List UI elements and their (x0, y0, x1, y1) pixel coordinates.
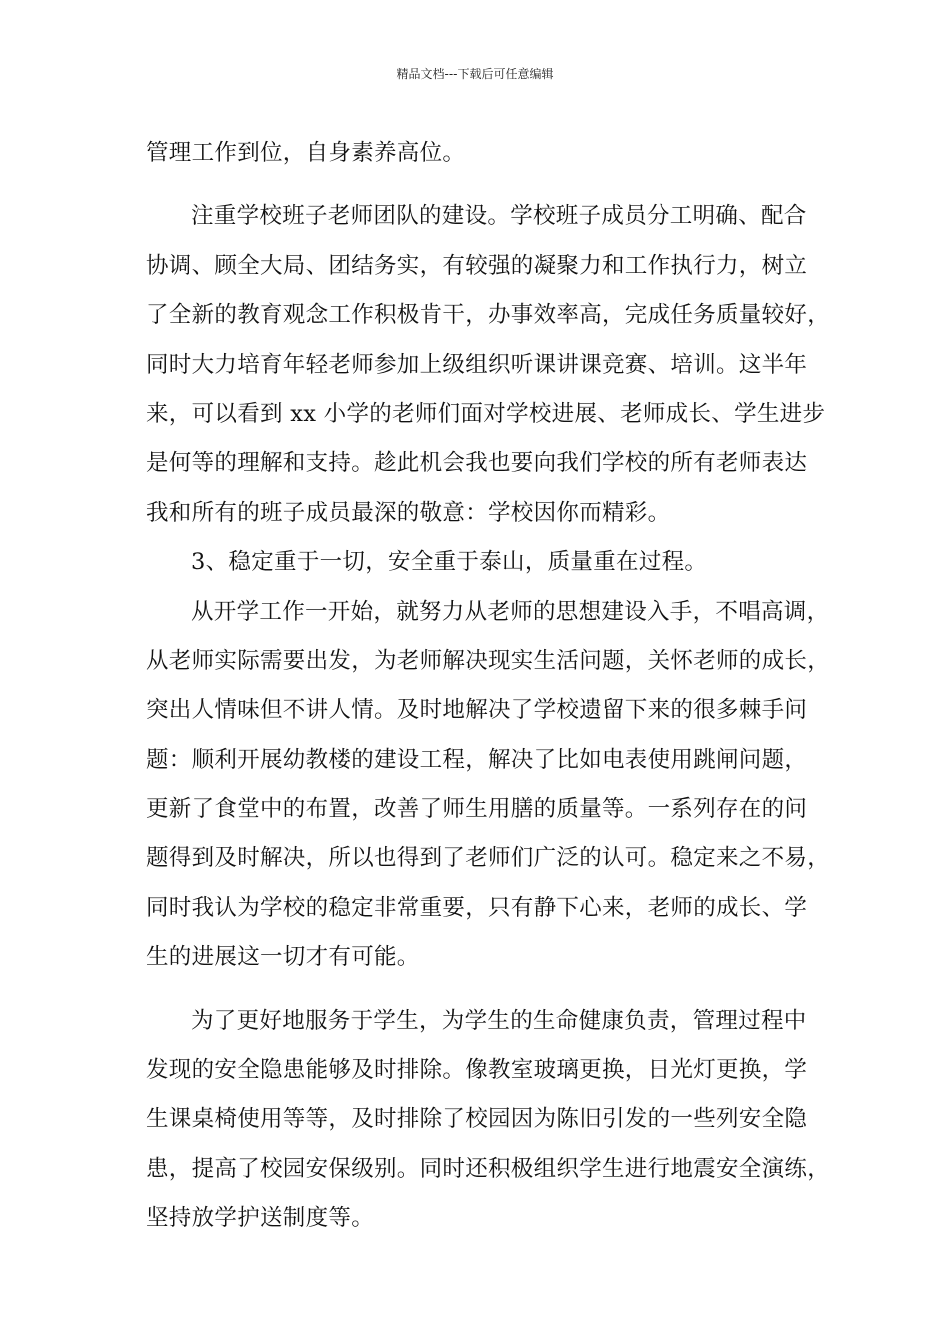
text-line: 我和所有的班子成员最深的敬意：学校因你而精彩。 (146, 499, 671, 526)
section-heading: 3、稳定重于一切，安全重于泰山，质量重在过程。 (191, 549, 708, 576)
text-line: 患，提高了校园安保级别。同时还积极组织学生进行地震安全演练， (146, 1155, 831, 1182)
text-line: 同时我认为学校的稳定非常重要，只有静下心来，老师的成长、学 (146, 894, 808, 921)
paragraph-start-line: 注重学校班子老师团队的建设。学校班子成员分工明确、配合 (191, 203, 807, 230)
text-line: 从老师实际需要出发，为老师解决现实生活问题，关怀老师的成长， (146, 647, 831, 674)
text-line: 了全新的教育观念工作积极肯干，办事效率高，完成任务质量较好， (146, 302, 831, 329)
text-line: 是何等的理解和支持。趁此机会我也要向我们学校的所有老师表达 (146, 450, 808, 477)
text-line: 来，可以看到 xx 小学的老师们面对学校进展、老师成长、学生进步 (146, 400, 826, 427)
text-line: 坚持放学护送制度等。 (146, 1205, 375, 1232)
text-line: 题：顺利开展幼教楼的建设工程，解决了比如电表使用跳闸问题， (146, 746, 808, 773)
text-line: 题得到及时解决，所以也得到了老师们广泛的认可。稳定来之不易， (146, 845, 831, 872)
document-body (146, 129, 836, 1244)
text-line: 同时大力培育年轻老师参加上级组织听课讲课竞赛、培训。这半年 (146, 351, 808, 378)
text-line: 生课桌椅使用等等，及时排除了校园因为陈旧引发的一些列安全隐 (146, 1106, 808, 1133)
text-line: 更新了食堂中的布置，改善了师生用膳的质量等。一系列存在的问 (146, 796, 808, 823)
paragraph-start-line: 从开学工作一开始，就努力从老师的思想建设入手，不唱高调， (191, 598, 830, 625)
text-line: 管理工作到位，自身素养高位。 (146, 140, 466, 166)
text-line: 协调、顾全大局、团结务实，有较强的凝聚力和工作执行力，树立 (146, 252, 808, 279)
text-line: 生的进展这一切才有可能。 (146, 944, 420, 971)
text-line: 突出人情味但不讲人情。及时地解决了学校遗留下来的很多棘手问 (146, 697, 808, 724)
page-header: 精品文档---下载后可任意编辑 (396, 67, 554, 81)
paragraph-start-line: 为了更好地服务于学生，为学生的生命健康负责，管理过程中 (191, 1007, 807, 1034)
text-line: 发现的安全隐患能够及时排除。像教室玻璃更换，日光灯更换，学 (146, 1057, 808, 1084)
